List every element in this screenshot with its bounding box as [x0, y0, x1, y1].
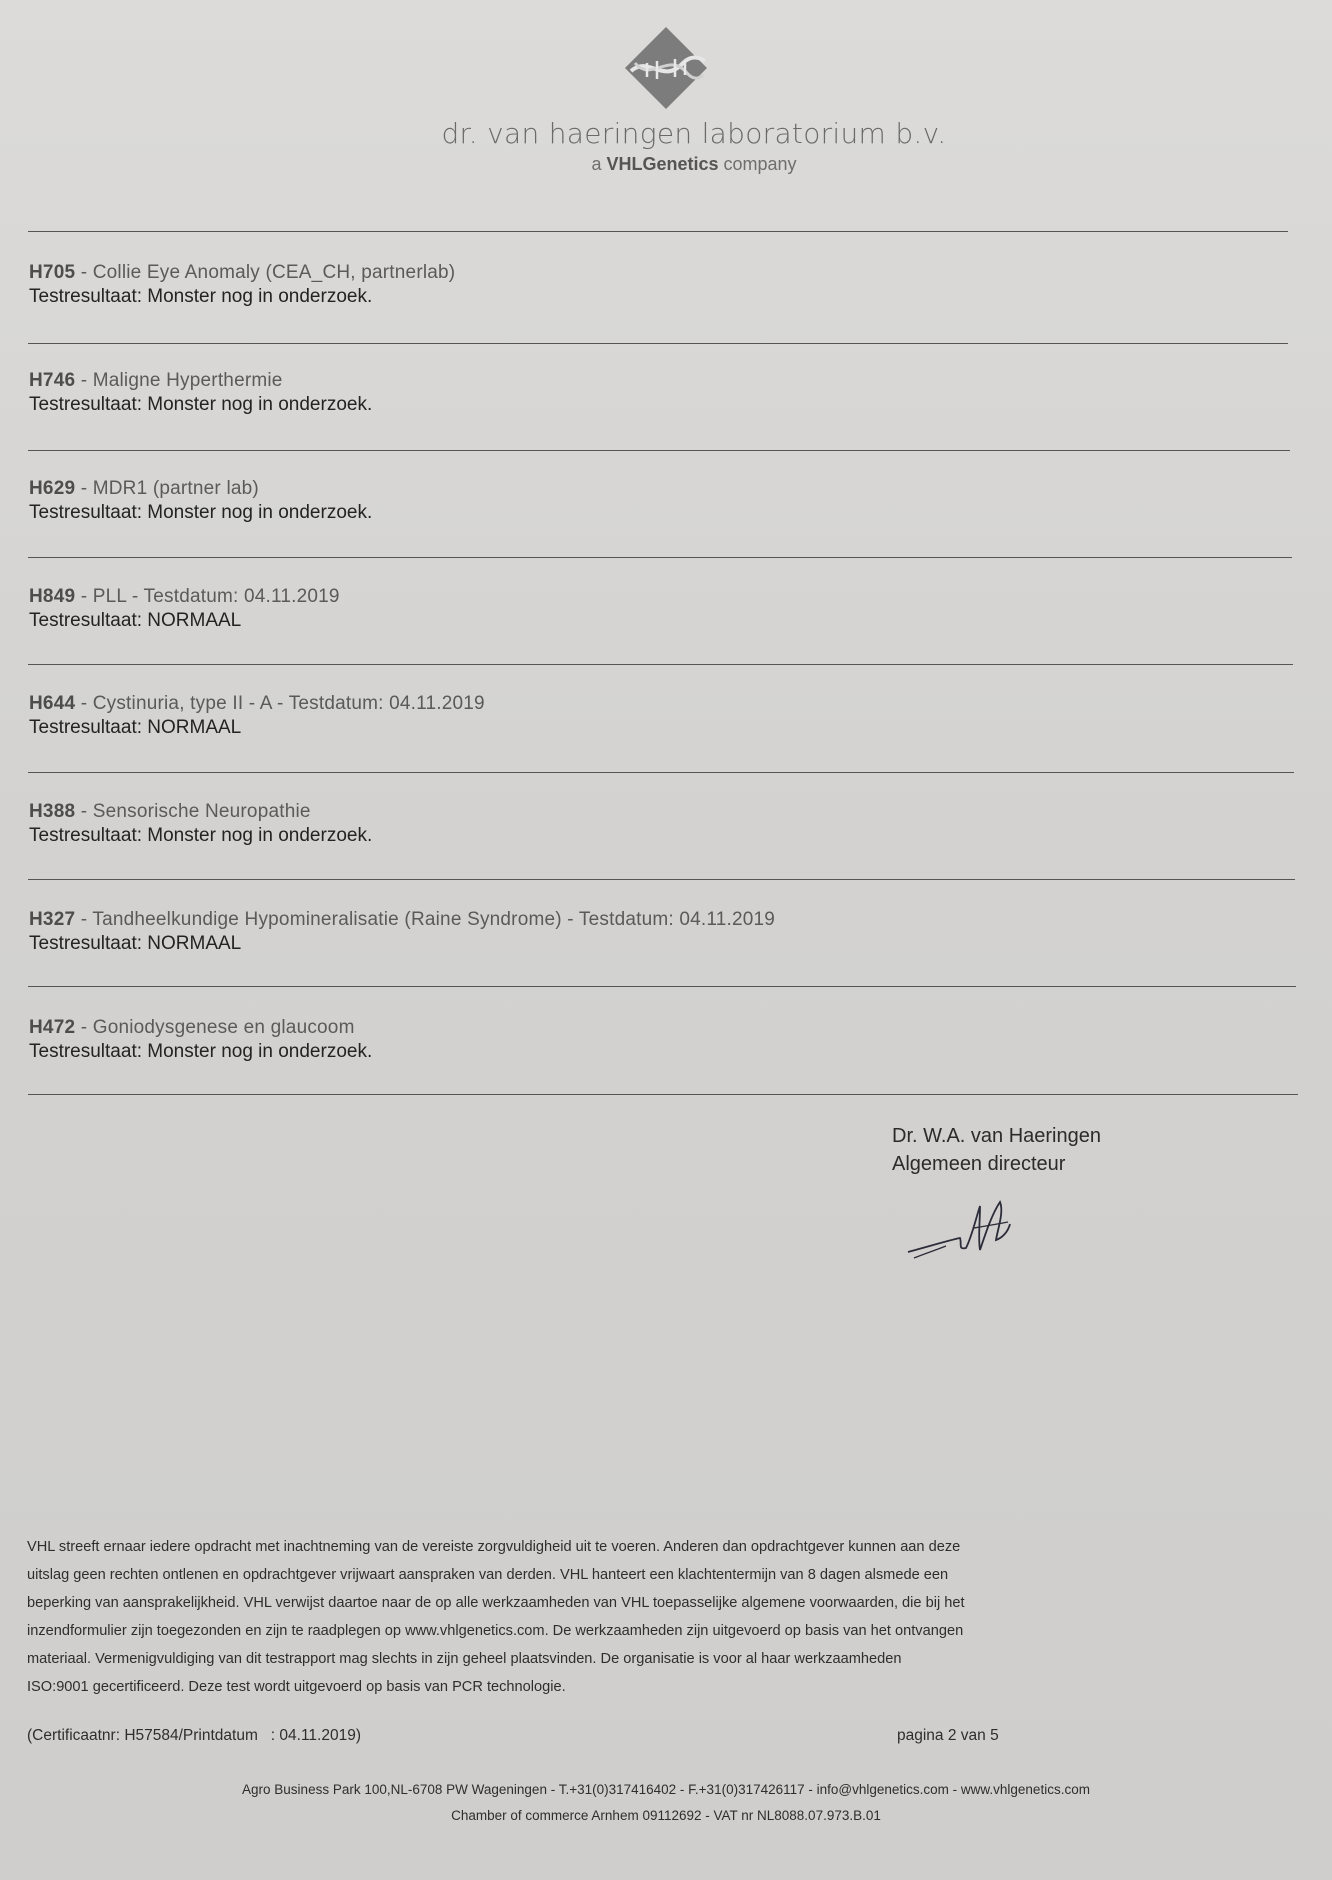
letterhead [0, 25, 1332, 175]
test-entry [29, 477, 1289, 525]
footer-registry: Chamber of commerce Arnhem 09112692 - VAT nr NL8088.07.973.B.01 [451, 1808, 881, 1823]
signer-name: Dr. W.A. van Haeringen [892, 1125, 1101, 1147]
test-name: - Goniodysgenese en glaucoom [75, 1017, 355, 1038]
test-name: - Tandheelkundige Hypomineralisatie (Raine Syndrome) - Testdatum: 04.11.2019 [75, 909, 776, 930]
test-result: Testresultaat: NORMAAL [29, 717, 242, 738]
tagline-suffix: company [718, 154, 797, 174]
test-title [29, 908, 1289, 932]
test-title [29, 1016, 1289, 1040]
test-code: H388 [29, 801, 76, 822]
test-entry [29, 1016, 1289, 1064]
test-result: Testresultaat: Monster nog in onderzoek. [29, 286, 373, 307]
disclaimer-text [27, 1533, 1212, 1701]
test-entry [29, 369, 1289, 417]
company-tagline [0, 154, 1332, 175]
test-result: Testresultaat: Monster nog in onderzoek. [29, 1041, 373, 1062]
test-title [29, 692, 1289, 716]
signer-role: Algemeen directeur [892, 1153, 1066, 1175]
signer-block [892, 1122, 1101, 1178]
entry-divider [28, 343, 1288, 344]
test-name: - Maligne Hyperthermie [75, 370, 283, 391]
test-name: - Cystinuria, type II - A - Testdatum: 04.11.2019 [75, 693, 485, 714]
disclaimer-line: uitslag geen rechten ontlenen en opdrachtgever vrijwaart aanspraken van derden. VHL hanteert een klachtentermijn van 8 dagen alsmede een [27, 1567, 949, 1583]
test-name: - Sensorische Neuropathie [75, 801, 311, 822]
test-name: - MDR1 (partner lab) [75, 478, 259, 499]
test-code: H644 [29, 693, 76, 714]
test-result: Testresultaat: Monster nog in onderzoek. [29, 825, 373, 846]
header-divider [28, 231, 1288, 232]
test-code: H746 [29, 370, 76, 391]
test-entry [29, 585, 1289, 633]
dna-diamond-logo-icon [621, 25, 711, 115]
entry-divider [28, 664, 1293, 665]
test-title [29, 369, 1289, 393]
test-code: H327 [29, 909, 76, 930]
entry-divider [28, 772, 1294, 773]
test-result: Testresultaat: NORMAAL [29, 610, 242, 631]
test-code: H849 [29, 586, 76, 607]
test-code: H629 [29, 478, 76, 499]
test-result: Testresultaat: Monster nog in onderzoek. [29, 502, 373, 523]
test-title [29, 477, 1289, 501]
test-title [29, 585, 1289, 609]
entry-divider [28, 557, 1292, 558]
entry-divider [28, 879, 1295, 880]
test-entry [29, 908, 1289, 956]
disclaimer-line: ISO:9001 gecertificeerd. Deze test wordt uitgevoerd op basis van PCR technologie. [27, 1679, 566, 1695]
entry-divider [28, 450, 1290, 451]
test-result: Testresultaat: Monster nog in onderzoek. [29, 394, 373, 415]
tagline-brand: VHLGenetics [606, 154, 719, 174]
disclaimer-line: inzendformulier zijn toegezonden en zijn te raadplegen op www.vhlgenetics.com. De werkzaamheden zijn uitgevoerd op basis van het ontvangen [27, 1623, 964, 1639]
disclaimer-line: materiaal. Vermenigvuldiging van dit testrapport mag slechts in zijn geheel plaatsvinden. De organisatie is voor al haar werkzaamheden [27, 1651, 902, 1667]
disclaimer-line: VHL streeft ernaar iedere opdracht met inachtneming van de vereiste zorgvuldigheid uit te voeren. Anderen dan opdrachtgever kunnen aan deze [27, 1539, 961, 1555]
tagline-prefix: a [591, 154, 607, 174]
test-entry [29, 261, 1289, 309]
test-entry [29, 800, 1289, 848]
certificate-number: (Certificaatnr: H57584/Printdatum : 04.11.2019) [27, 1727, 361, 1744]
footer-address: Agro Business Park 100,NL-6708 PW Wageningen - T.+31(0)317416402 - F.+31(0)317426117 - info@vhlgenetics.com - www.vhlgenetics.com [242, 1782, 1090, 1797]
disclaimer-line: beperking van aansprakelijkheid. VHL verwijst daartoe naar de op alle werkzaamheden van VHL toepasselijke algemene voorwaarden, die bij het [27, 1595, 965, 1611]
test-result: Testresultaat: NORMAAL [29, 933, 242, 954]
test-code: H472 [29, 1017, 76, 1038]
page-number: pagina 2 van 5 [897, 1727, 999, 1744]
entry-divider [28, 1094, 1298, 1095]
test-code: H705 [29, 262, 76, 283]
test-entry [29, 692, 1289, 740]
handwritten-signature-icon [900, 1188, 1030, 1268]
lab-name: dr. van haeringen laboratorium b.v. [441, 117, 947, 150]
test-title [29, 261, 1289, 285]
test-title [29, 800, 1289, 824]
test-name: - Collie Eye Anomaly (CEA_CH, partnerlab) [75, 262, 456, 283]
test-name: - PLL - Testdatum: 04.11.2019 [75, 586, 340, 607]
entry-divider [28, 986, 1296, 987]
